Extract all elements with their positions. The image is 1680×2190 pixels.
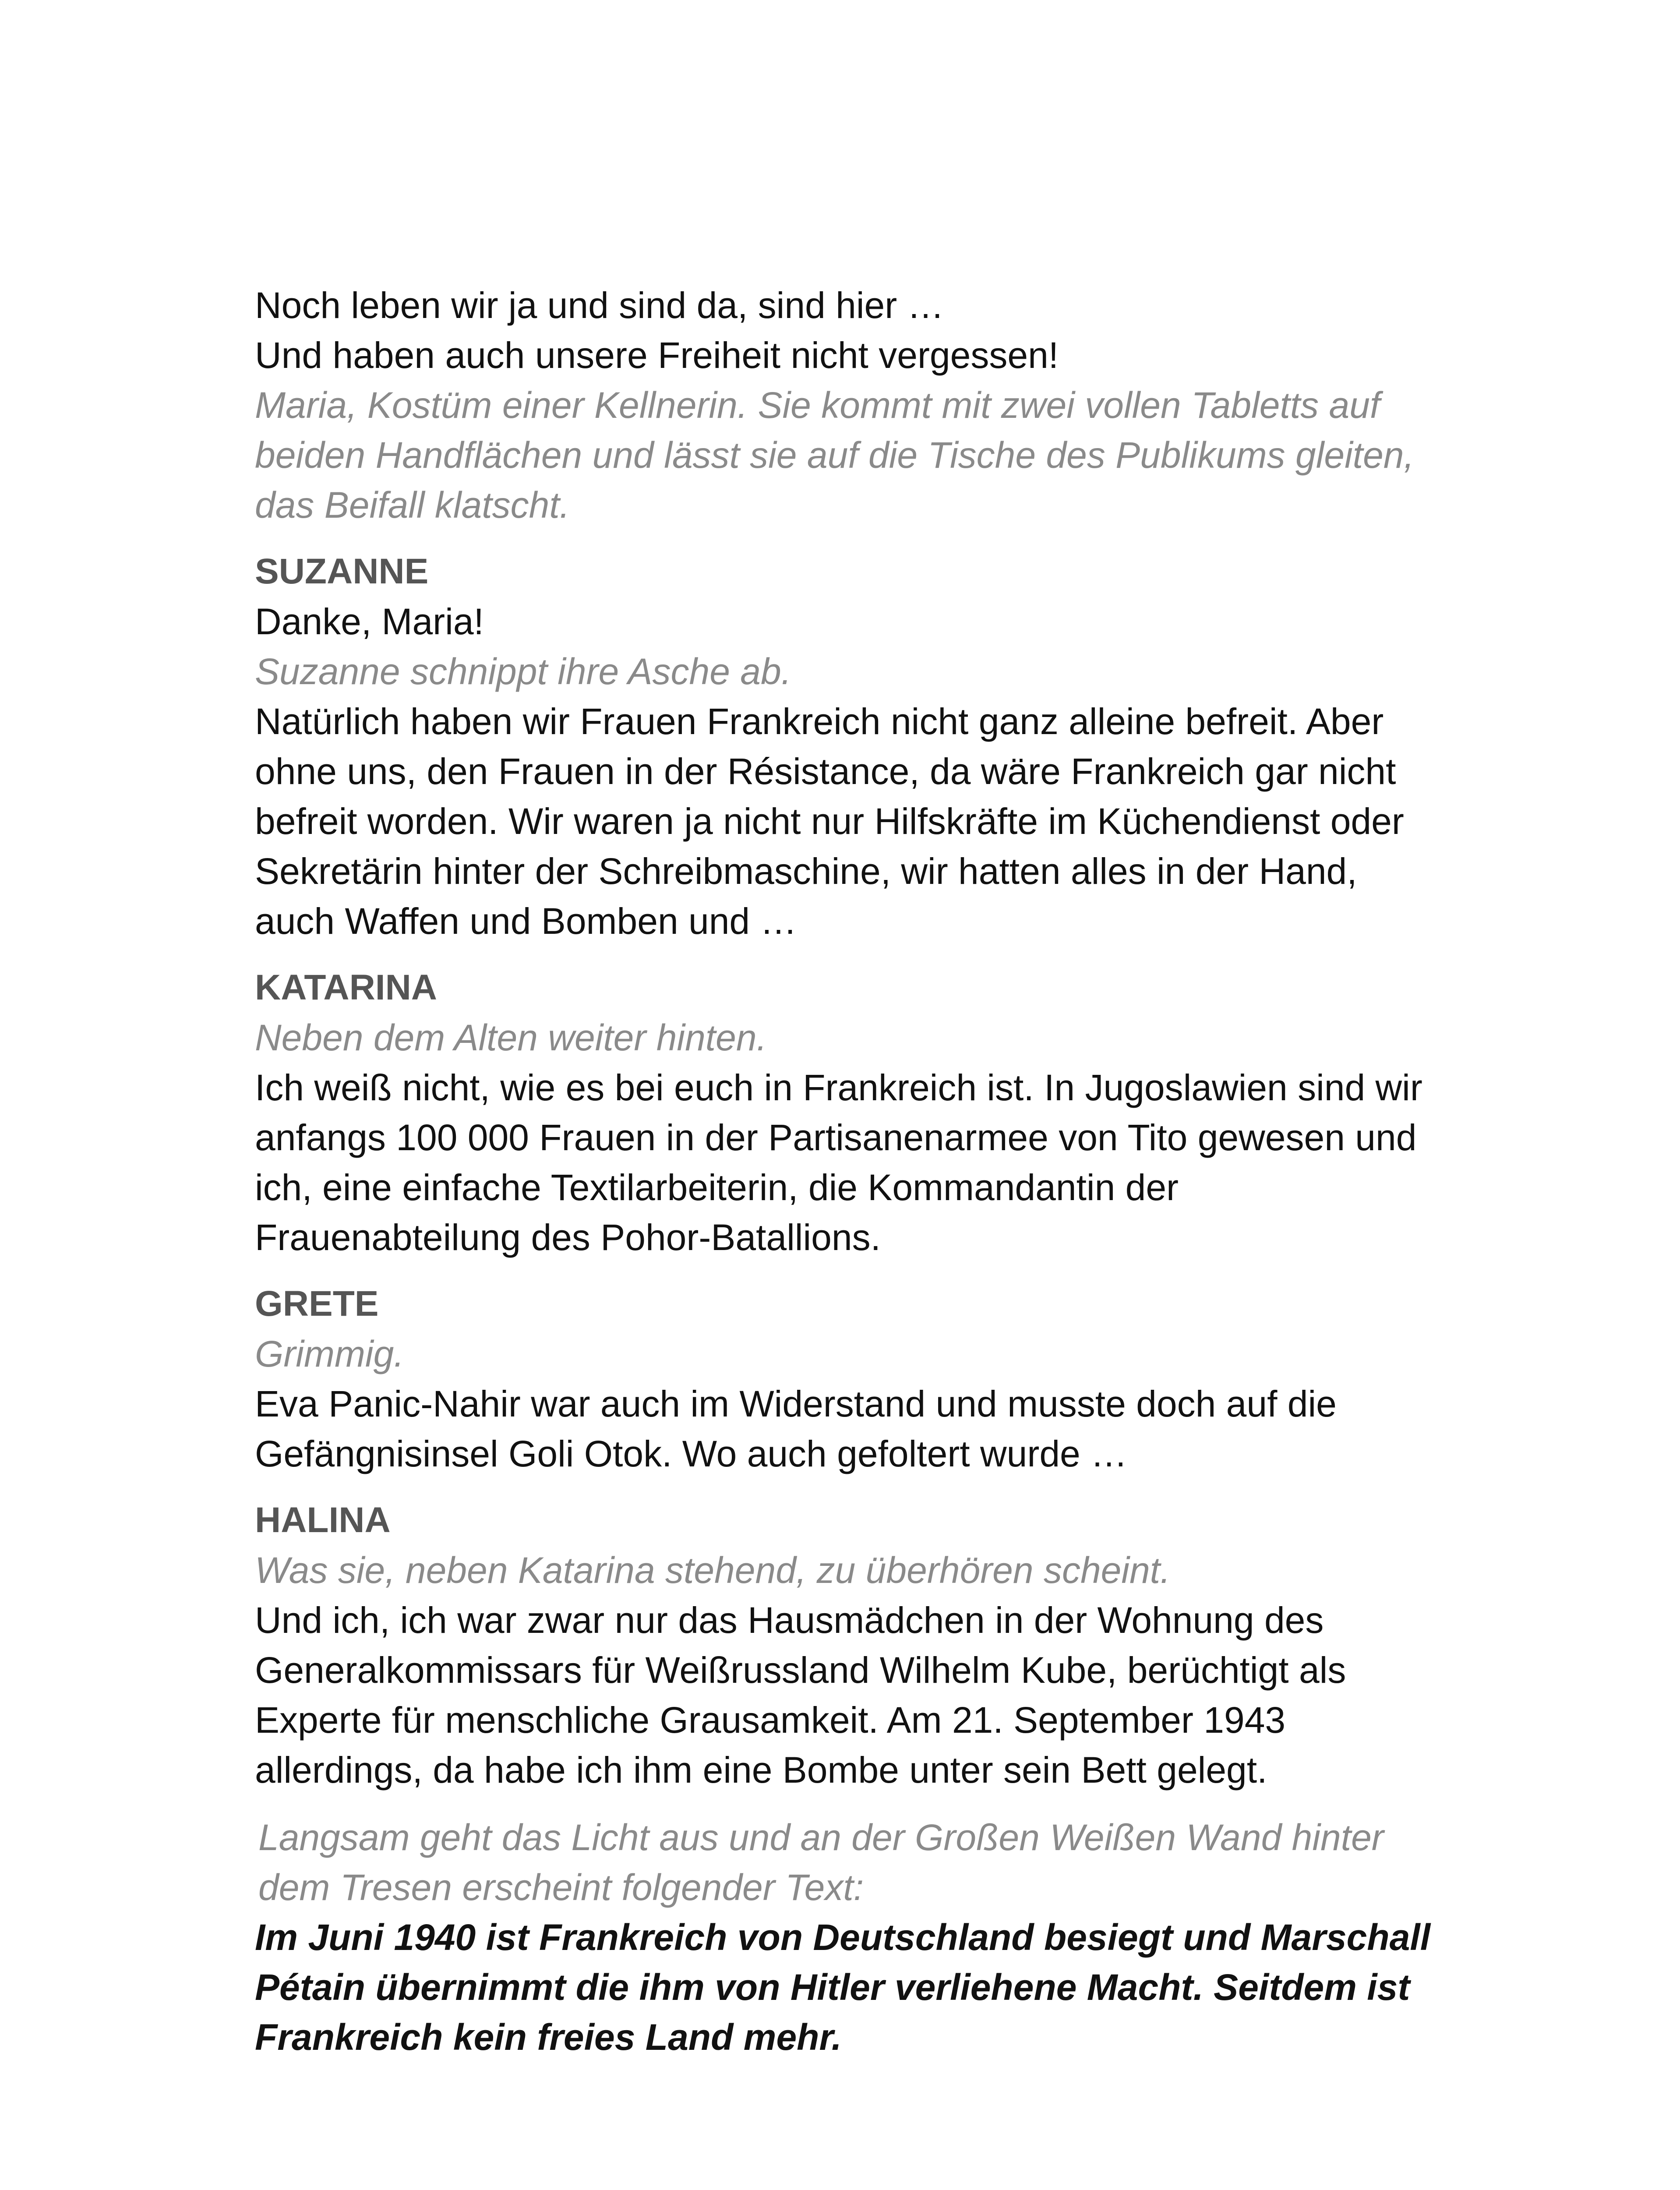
- stage-direction: beiden Handflächen und lässt sie auf die Tische des Publikums gleiten,: [255, 434, 1414, 476]
- script-page: [255, 280, 1464, 2062]
- dialogue-line: Eva Panic-Nahir war auch im Widerstand und musste doch auf die: [255, 1383, 1337, 1424]
- dialogue-line: Und haben auch unsere Freiheit nicht vergessen!: [255, 335, 1059, 376]
- speaker-name: KATARINA: [255, 968, 438, 1007]
- dialogue-line: Frauenabteilung des Pohor-Batallions.: [255, 1217, 881, 1258]
- dialogue-line: Noch leben wir ja und sind da, sind hier …: [255, 285, 944, 326]
- projected-text: Pétain übernimmt die ihm von Hitler verliehene Macht. Seitdem ist: [255, 1967, 1410, 2008]
- dialogue-line: anfangs 100 000 Frauen in der Partisanenarmee von Tito gewesen und: [255, 1117, 1417, 1158]
- dialogue-line: Generalkommissars für Weißrussland Wilhelm Kube, berüchtigt als: [255, 1650, 1346, 1691]
- dialogue-line: Gefängnisinsel Goli Otok. Wo auch gefoltert wurde …: [255, 1433, 1128, 1474]
- dialogue-line: Natürlich haben wir Frauen Frankreich nicht ganz alleine befreit. Aber: [255, 701, 1384, 742]
- dialogue-line: Ich weiß nicht, wie es bei euch in Frankreich ist. In Jugoslawien sind wir: [255, 1067, 1422, 1108]
- stage-direction: Suzanne schnippt ihre Asche ab.: [255, 651, 792, 692]
- dialogue-line: allerdings, da habe ich ihm eine Bombe unter sein Bett gelegt.: [255, 1749, 1267, 1791]
- dialogue-line: Sekretärin hinter der Schreibmaschine, wir hatten alles in der Hand,: [255, 851, 1357, 892]
- stage-direction: Was sie, neben Katarina stehend, zu überhören scheint.: [255, 1550, 1171, 1591]
- dialogue-line: Experte für menschliche Grausamkeit. Am 21. September 1943: [255, 1699, 1286, 1741]
- projected-text: Im Juni 1940 ist Frankreich von Deutschland besiegt und Marschall: [255, 1917, 1431, 1958]
- dialogue-line: Und ich, ich war zwar nur das Hausmädchen in der Wohnung des: [255, 1600, 1324, 1641]
- speaker-name: SUZANNE: [255, 551, 429, 591]
- stage-direction: Maria, Kostüm einer Kellnerin. Sie kommt mit zwei vollen Tabletts auf: [255, 385, 1380, 426]
- speaker-name: HALINA: [255, 1500, 391, 1540]
- dialogue-line: befreit worden. Wir waren ja nicht nur Hilfskräfte im Küchendienst oder: [255, 801, 1404, 842]
- speaker-name: GRETE: [255, 1284, 379, 1324]
- dialogue-line: ohne uns, den Frauen in der Résistance, da wäre Frankreich gar nicht: [255, 751, 1396, 792]
- stage-direction: Langsam geht das Licht aus und an der Großen Weißen Wand hinter: [258, 1817, 1384, 1858]
- stage-direction: Grimmig.: [255, 1333, 404, 1374]
- stage-direction: Neben dem Alten weiter hinten.: [255, 1017, 767, 1058]
- projected-text: Frankreich kein freies Land mehr.: [255, 2017, 842, 2058]
- stage-direction: dem Tresen erscheint folgender Text:: [258, 1867, 864, 1908]
- dialogue-line: ich, eine einfache Textilarbeiterin, die Kommandantin der: [255, 1167, 1179, 1208]
- stage-direction: das Beifall klatscht.: [255, 484, 570, 526]
- dialogue-line: Danke, Maria!: [255, 601, 484, 642]
- dialogue-line: auch Waffen und Bomben und …: [255, 901, 797, 942]
